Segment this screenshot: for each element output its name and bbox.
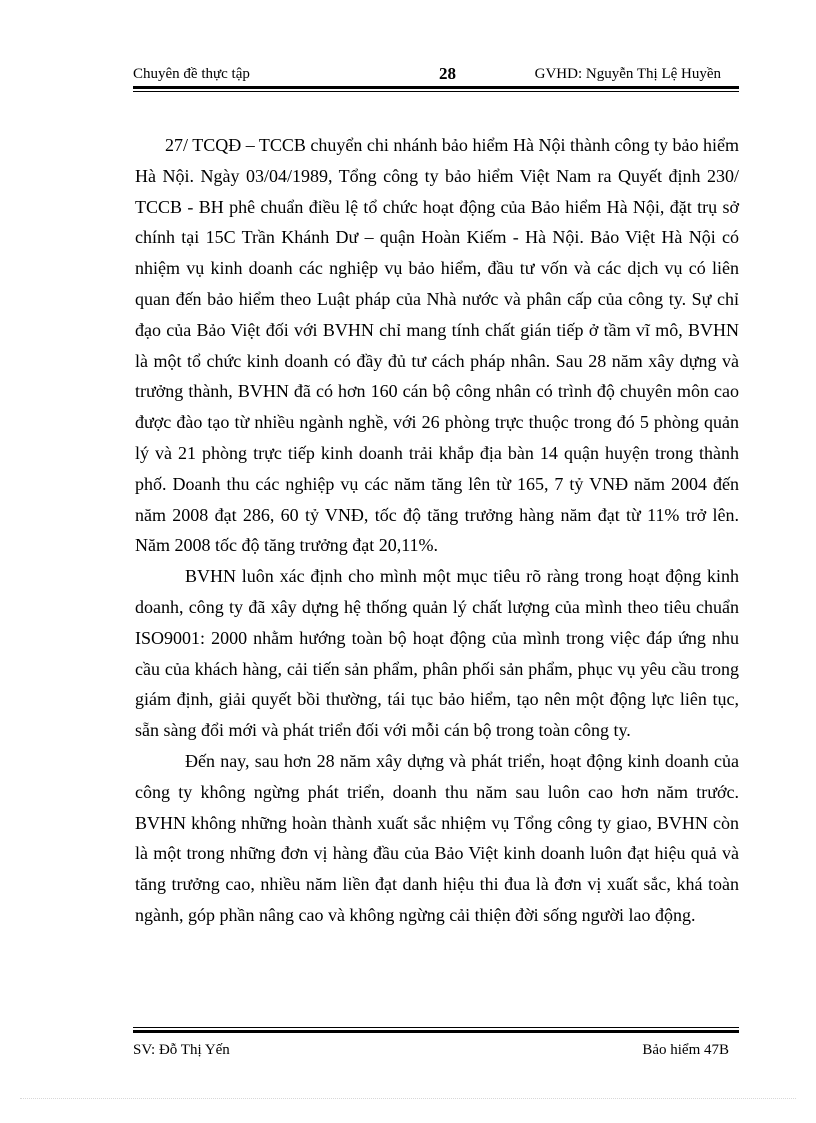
body-text: [135, 130, 739, 931]
header-supervisor: GVHD: Nguyễn Thị Lệ Huyền: [534, 66, 721, 82]
paragraph-2: BVHN luôn xác định cho mình một mục tiêu rõ ràng trong hoạt động kinh doanh, công ty đã xây dựng hệ thống quản lý chất lượng của mình theo tiêu chuẩn ISO9001: 2000 nhằm hướng toàn bộ hoạt động của mình trong việc đáp ứng nhu cầu của khách hàng, cải tiến sản phẩm, phân phối sản phẩm, phục vụ yêu cầu trong giám định, giải quyết bồi thường, tái tục bảo hiểm, tạo nên một động lực liên tục, sẵn sàng đổi mới và phát triển đối với mỗi cán bộ trong toàn công ty.: [135, 566, 739, 741]
footer-student: SV: Đỗ Thị Yến: [133, 1042, 230, 1058]
page-header: [133, 64, 739, 86]
page-edge-divider: [20, 1098, 796, 1099]
page-footer: [133, 1042, 739, 1062]
footer-class: Bảo hiểm 47B: [642, 1042, 729, 1058]
paragraph-3: Đến nay, sau hơn 28 năm xây dựng và phát triển, hoạt động kinh doanh của công ty không ngừng phát triển, doanh thu năm sau luôn cao hơn năm trước. BVHN không những hoàn thành xuất sắc nhiệm vụ Tổng công ty giao, BVHN còn là một trong những đơn vị hàng đầu của Bảo Việt kinh doanh luôn đạt hiệu quả và tăng trưởng cao, nhiều năm liền đạt danh hiệu thi đua là đơn vị xuất sắc, khá toàn ngành, góp phần nâng cao và không ngừng cải thiện đời sống người lao động.: [135, 750, 739, 925]
header-rule-thin: [133, 91, 739, 92]
page-number: 28: [439, 64, 456, 83]
footer-rule-thin: [133, 1027, 739, 1028]
footer-rule-thick: [133, 1030, 739, 1033]
header-rule-thick: [133, 86, 739, 89]
paragraph-1: 27/ TCQĐ – TCCB chuyển chi nhánh bảo hiểm Hà Nội thành công ty bảo hiểm Hà Nội. Ngày 03/04/1989, Tổng công ty bảo hiểm Việt Nam ra Quyết định 230/ TCCB - BH phê chuẩn điều lệ tổ chức hoạt động của Bảo hiểm Hà Nội, đặt trụ sở chính tại 15C Trần Khánh Dư – quận Hoàn Kiếm - Hà Nội. Bảo Việt Hà Nội có nhiệm vụ kinh doanh các nghiệp vụ bảo hiểm, đầu tư vốn và các dịch vụ có liên quan đến bảo hiểm theo Luật pháp của Nhà nước và phân cấp của công ty. Sự chỉ đạo của Bảo Việt đối với BVHN chỉ mang tính chất gián tiếp ở tầm vĩ mô, BVHN là một tổ chức kinh doanh có đầy đủ tư cách pháp nhân. Sau 28 năm xây dựng và trưởng thành, BVHN đã có hơn 160 cán bộ công nhân có trình độ chuyên môn cao được đào tạo từ nhiều ngành nghề, với 26 phòng trực thuộc trong đó 5 phòng quản lý và 21 phòng trực tiếp kinh doanh trải khắp địa bàn 14 quận huyện trong thành phố. Doanh thu các nghiệp vụ các năm tăng lên từ 165, 7 tỷ VNĐ năm 2004 đến năm 2008 đạt 286, 60 tỷ VNĐ, tốc độ tăng trưởng hàng năm đạt từ 11% trở lên. Năm 2008 tốc độ tăng trưởng đạt 20,11%.: [135, 135, 739, 556]
header-document-type: Chuyên đề thực tập: [133, 66, 250, 82]
